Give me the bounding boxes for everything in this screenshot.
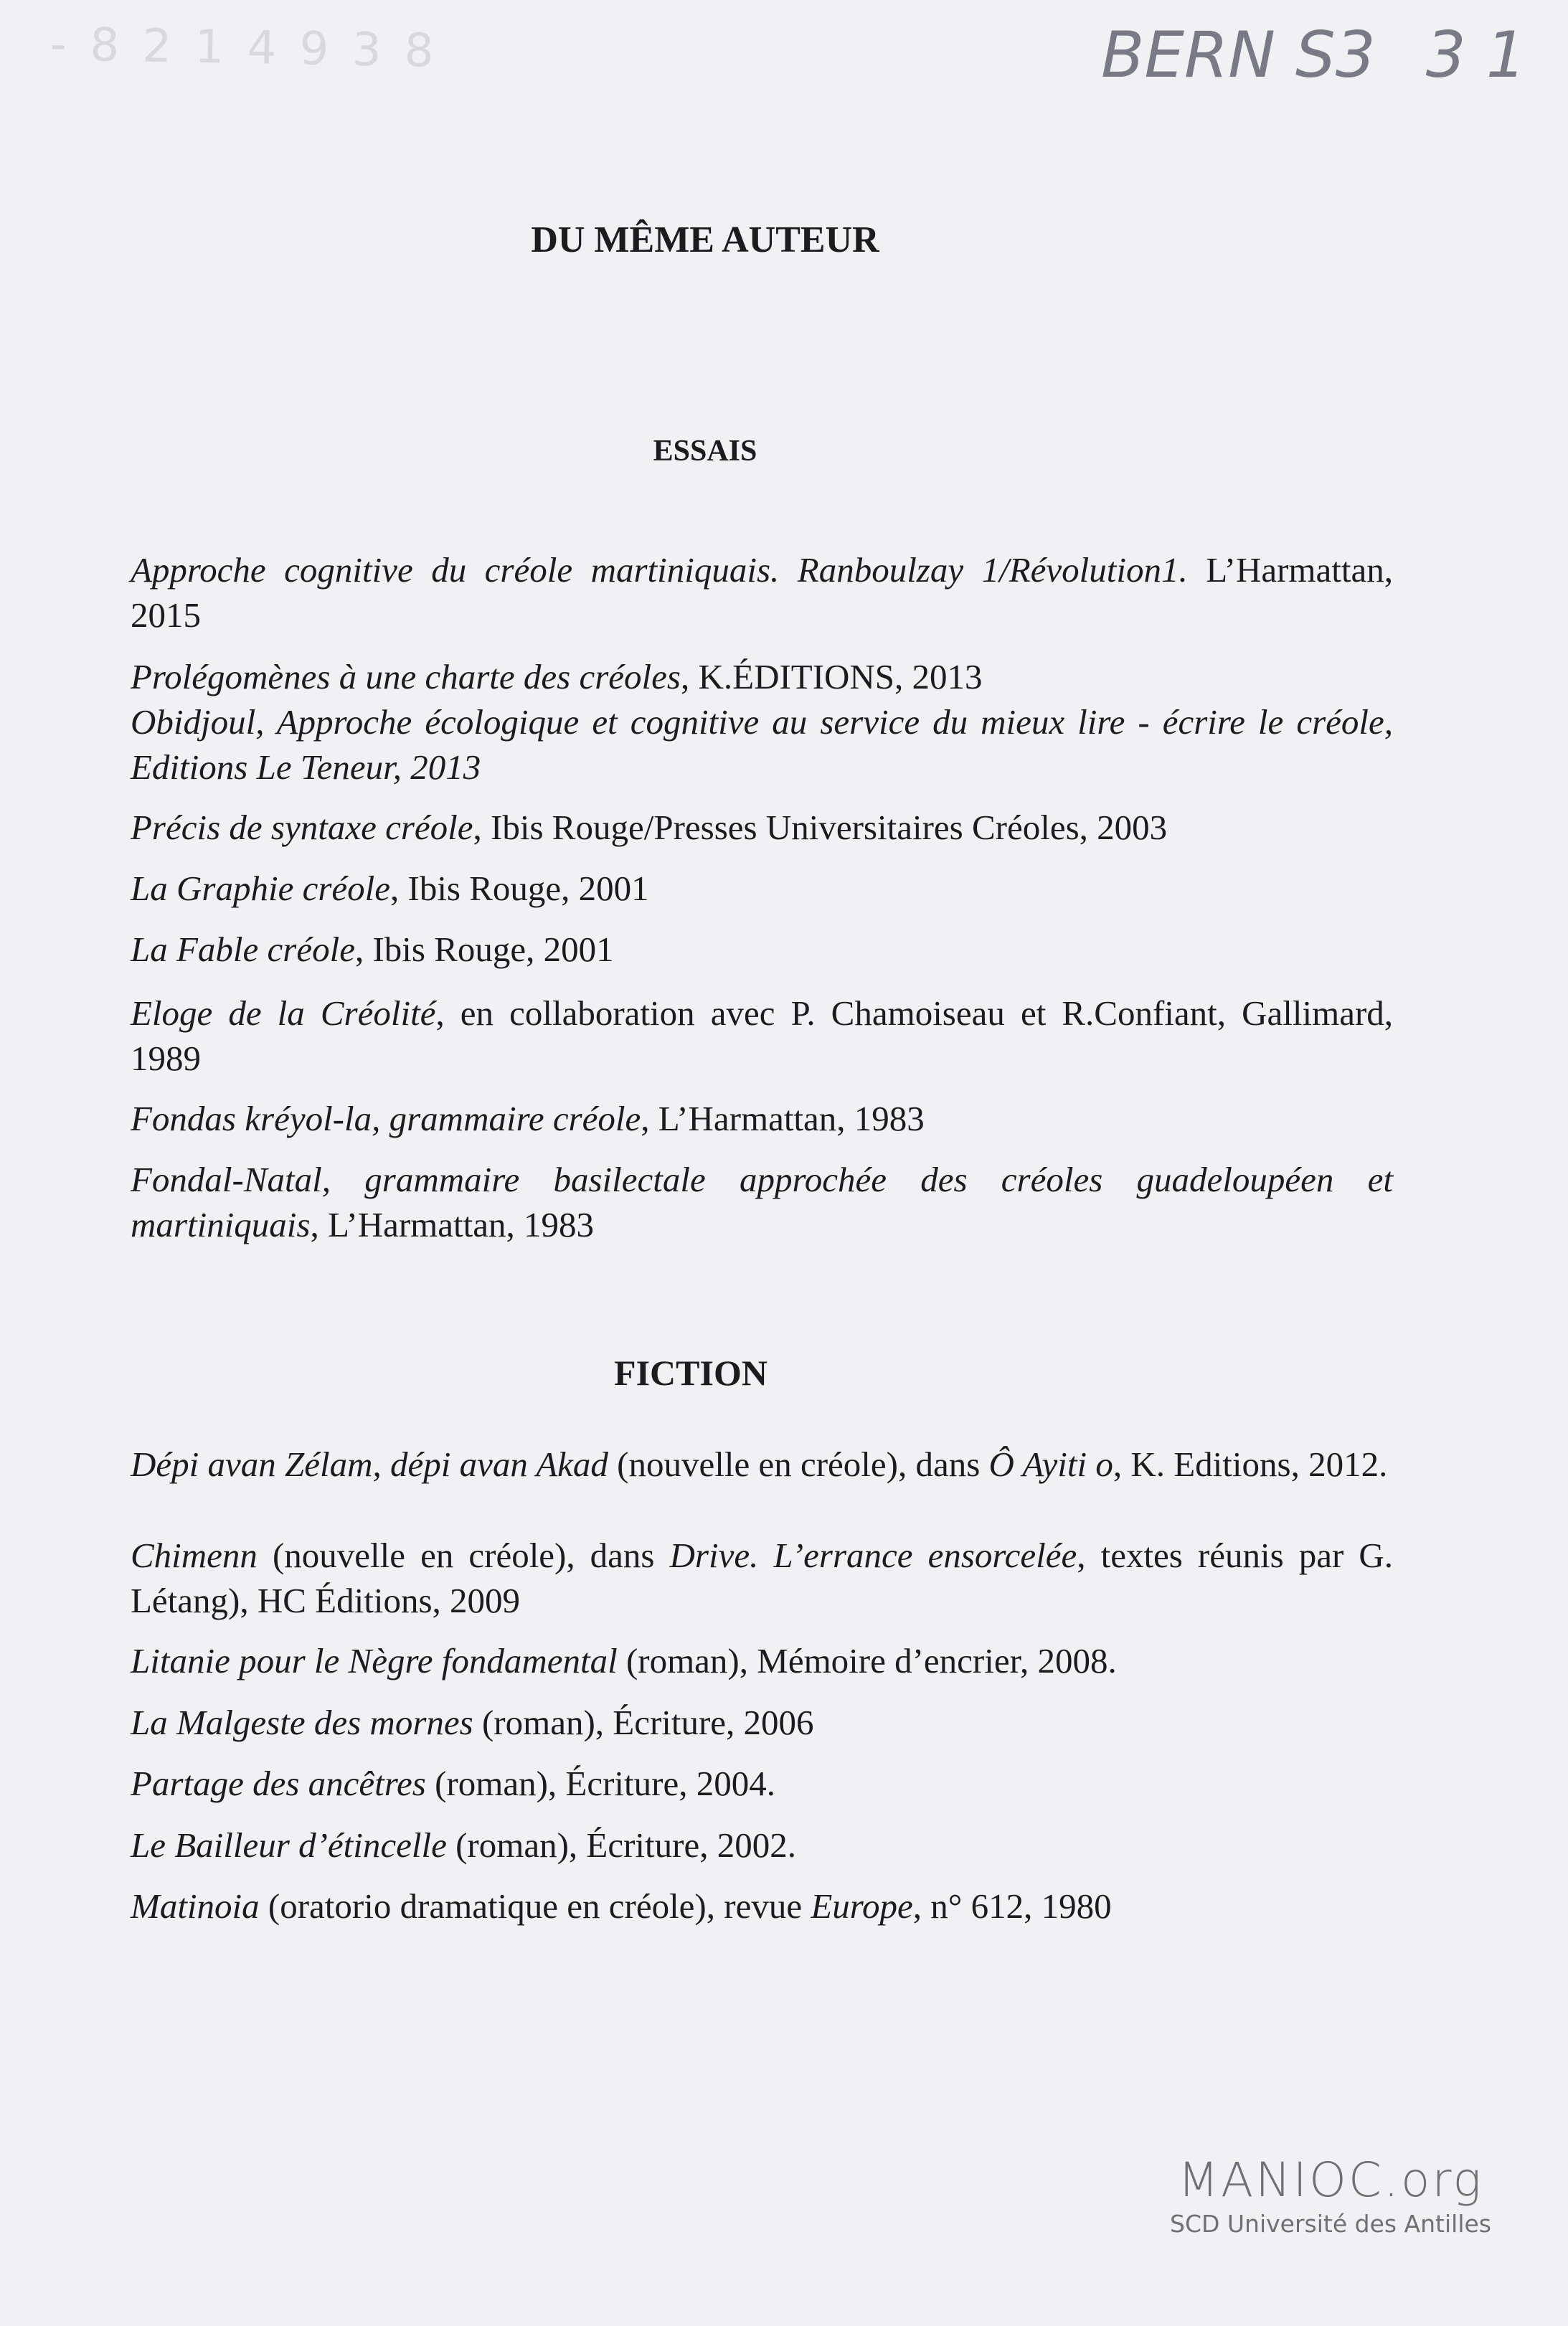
fiction-details: (roman), Écriture, 2004. xyxy=(425,1764,775,1803)
fiction-title: Le Bailleur d’étincelle xyxy=(131,1825,447,1865)
logo-subtitle: SCD Université des Antilles xyxy=(1170,2210,1491,2238)
essai-title: Fondal-Natal, grammaire basilectale approchée des créoles guadeloupéen et martiniquais xyxy=(131,1160,1393,1244)
essai-title: La Graphie créole xyxy=(131,869,390,908)
fiction-details: (roman), Mémoire d’encrier, 2008. xyxy=(617,1641,1117,1680)
faint-stamp-number: - 8 2 1 4 9 3 8 xyxy=(49,18,439,78)
page-title: DU MÊME AUTEUR xyxy=(531,219,879,260)
fiction-details-2: , textes réunis par G. Létang), HC Éditions, 2009 xyxy=(131,1536,1393,1620)
essai-item xyxy=(131,699,1393,790)
section-title-essais: ESSAIS xyxy=(653,435,757,468)
essai-details: , L’Harmattan, 1983 xyxy=(641,1099,925,1138)
essai-title: Obidjoul, Approche écologique et cognitive au service du mieux lire - écrire le créole, Editions Le Teneur, 2013 xyxy=(131,702,1393,787)
essai-item xyxy=(131,1157,1393,1247)
essai-item xyxy=(131,1096,1393,1141)
fiction-source-title: Drive. L’errance ensorcelée xyxy=(669,1536,1077,1575)
manioc-logo xyxy=(1162,2152,1499,2239)
essai-item xyxy=(131,654,1393,699)
essai-details: , Ibis Rouge/Presses Universitaires Créoles, 2003 xyxy=(473,808,1168,847)
essai-details: , Ibis Rouge, 2001 xyxy=(354,930,614,969)
essai-title: Précis de syntaxe créole xyxy=(131,808,473,847)
fiction-item xyxy=(131,1442,1393,1487)
fiction-details: (nouvelle en créole), dans xyxy=(257,1536,670,1575)
essai-title: Eloge de la Créolité xyxy=(131,993,436,1033)
fiction-item xyxy=(131,1533,1393,1623)
fiction-details-2: , n° 612, 1980 xyxy=(912,1886,1112,1926)
essai-title: Prolégomènes à une charte des créoles xyxy=(131,657,681,696)
section-title-fiction: FICTION xyxy=(614,1353,768,1393)
fiction-details-2: , K. Editions, 2012. xyxy=(1113,1445,1388,1484)
fiction-source-title: Ô Ayiti o xyxy=(988,1445,1113,1484)
fiction-title: Matinoia xyxy=(131,1886,260,1926)
fiction-title: Dépi avan Zélam, dépi avan Akad xyxy=(131,1445,608,1484)
essai-item xyxy=(131,805,1393,850)
essai-details: , en collaboration avec P. Chamoiseau et R.Confiant, Gallimard, 1989 xyxy=(131,993,1394,1078)
shelfmark-text: BERN S3 xyxy=(1101,18,1376,92)
fiction-title: La Malgeste des mornes xyxy=(131,1703,473,1742)
essai-item xyxy=(131,547,1393,638)
fiction-item xyxy=(131,1638,1393,1683)
fiction-item xyxy=(131,1822,1393,1868)
fiction-details: (nouvelle en créole), dans xyxy=(608,1445,989,1484)
fiction-details: (roman), Écriture, 2006 xyxy=(473,1703,814,1742)
fiction-details: (oratorio dramatique en créole), revue xyxy=(259,1886,811,1926)
essai-details: , Ibis Rouge, 2001 xyxy=(390,869,649,908)
fiction-title: Partage des ancêtres xyxy=(131,1764,426,1803)
essai-details: , L’Harmattan, 1983 xyxy=(310,1205,595,1244)
fiction-source-title: Europe xyxy=(811,1886,913,1926)
handwritten-shelfmark xyxy=(1101,18,1526,92)
fiction-details: (roman), Écriture, 2002. xyxy=(446,1825,796,1865)
essai-item xyxy=(131,991,1393,1081)
fiction-title: Chimenn xyxy=(131,1536,258,1575)
essai-title: Approche cognitive du créole martiniquais. Ranboulzay 1/Révolution1. xyxy=(131,550,1188,590)
fiction-item xyxy=(131,1883,1393,1929)
shelfmark-number: 3 1 xyxy=(1425,18,1526,92)
essai-details: , K.ÉDITIONS, 2013 xyxy=(681,657,983,696)
logo-wordmark: MANIOC.org xyxy=(1178,2152,1483,2208)
fiction-title: Litanie pour le Nègre fondamental xyxy=(131,1641,618,1680)
essai-title: La Fable créole xyxy=(131,930,355,969)
essai-item xyxy=(131,866,1393,911)
essai-title: Fondas kréyol-la, grammaire créole xyxy=(131,1099,641,1138)
essai-item xyxy=(131,927,1393,972)
essai-details: L’Harmattan, 2015 xyxy=(131,550,1393,635)
fiction-item xyxy=(131,1700,1393,1745)
fiction-item xyxy=(131,1761,1393,1806)
